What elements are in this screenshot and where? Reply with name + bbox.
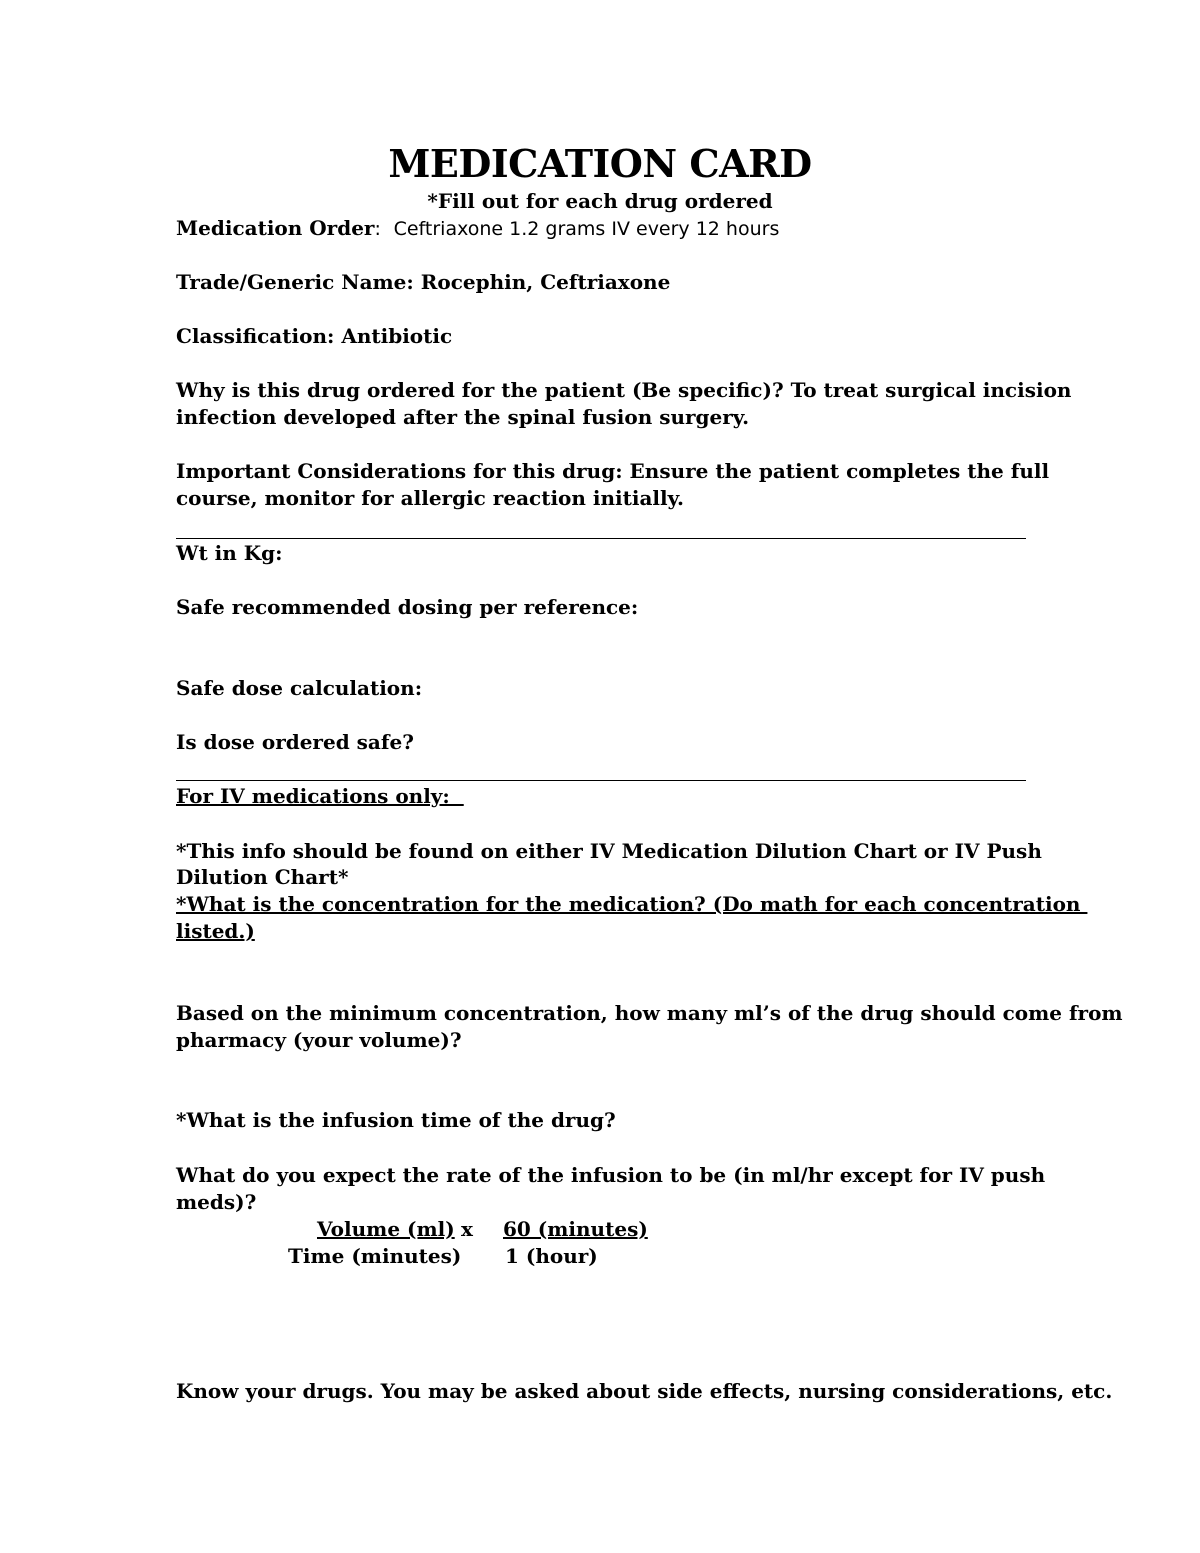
trade-generic-name: Trade/Generic Name: Rocephin, Ceftriaxone: [176, 270, 671, 294]
why-ordered-line-1: Why is this drug ordered for the patient (Be specific)? To treat surgical incision: [176, 378, 1072, 402]
min-concentration-line-2: pharmacy (your volume)?: [176, 1028, 462, 1052]
considerations-line-2: course, monitor for allergic reaction initially.: [176, 486, 684, 510]
medication-order-value: Ceftriaxone 1.2 grams IV every 12 hours: [393, 218, 780, 240]
iv-info-line-2: Dilution Chart*: [176, 865, 349, 889]
medication-order-colon: :: [374, 218, 381, 240]
classification: Classification: Antibiotic: [176, 324, 453, 348]
formula-denominator-hour: 1 (hour): [505, 1244, 598, 1268]
considerations-line-1: Important Considerations for this drug: Ensure the patient completes the full: [176, 459, 1050, 483]
rate-question-line-2: meds)?: [176, 1190, 257, 1214]
formula-numerator-volume: Volume (ml): [317, 1217, 455, 1241]
iv-medications-header: For IV medications only:: [176, 784, 464, 808]
formula-denominator-time: Time (minutes): [288, 1244, 462, 1268]
page-title: MEDICATION CARD: [388, 141, 812, 186]
medication-order-line: [176, 215, 1026, 243]
why-ordered-line-2: infection developed after the spinal fusion surgery.: [176, 405, 750, 429]
min-concentration-line-1: Based on the minimum concentration, how many ml’s of the drug should come from: [176, 1001, 1123, 1025]
medication-order-label: Medication Order: [176, 216, 375, 240]
safe-recommended-dosing: Safe recommended dosing per reference:: [176, 595, 639, 619]
page-subtitle: *Fill out for each drug ordered: [427, 189, 773, 213]
iv-info-line-1: *This info should be found on either IV Medication Dilution Chart or IV Push: [176, 839, 1042, 863]
weight-in-kg: Wt in Kg:: [176, 541, 283, 565]
concentration-question-line-1: *What is the concentration for the medication? (Do math for each concentration: [176, 892, 1088, 916]
formula-numerator-minutes: 60 (minutes): [503, 1217, 648, 1241]
rate-question-line-1: What do you expect the rate of the infusion to be (in ml/hr except for IV push: [176, 1163, 1046, 1187]
section-divider-1: [176, 538, 1026, 539]
infusion-time-question: *What is the infusion time of the drug?: [176, 1108, 616, 1132]
footer-note: Know your drugs. You may be asked about side effects, nursing considerations, etc.: [176, 1379, 1113, 1403]
is-dose-safe: Is dose ordered safe?: [176, 730, 414, 754]
concentration-question-line-2: listed.): [176, 919, 255, 943]
safe-dose-calculation: Safe dose calculation:: [176, 676, 423, 700]
section-divider-2: [176, 780, 1026, 781]
formula-multiply-operator: x: [461, 1217, 473, 1241]
